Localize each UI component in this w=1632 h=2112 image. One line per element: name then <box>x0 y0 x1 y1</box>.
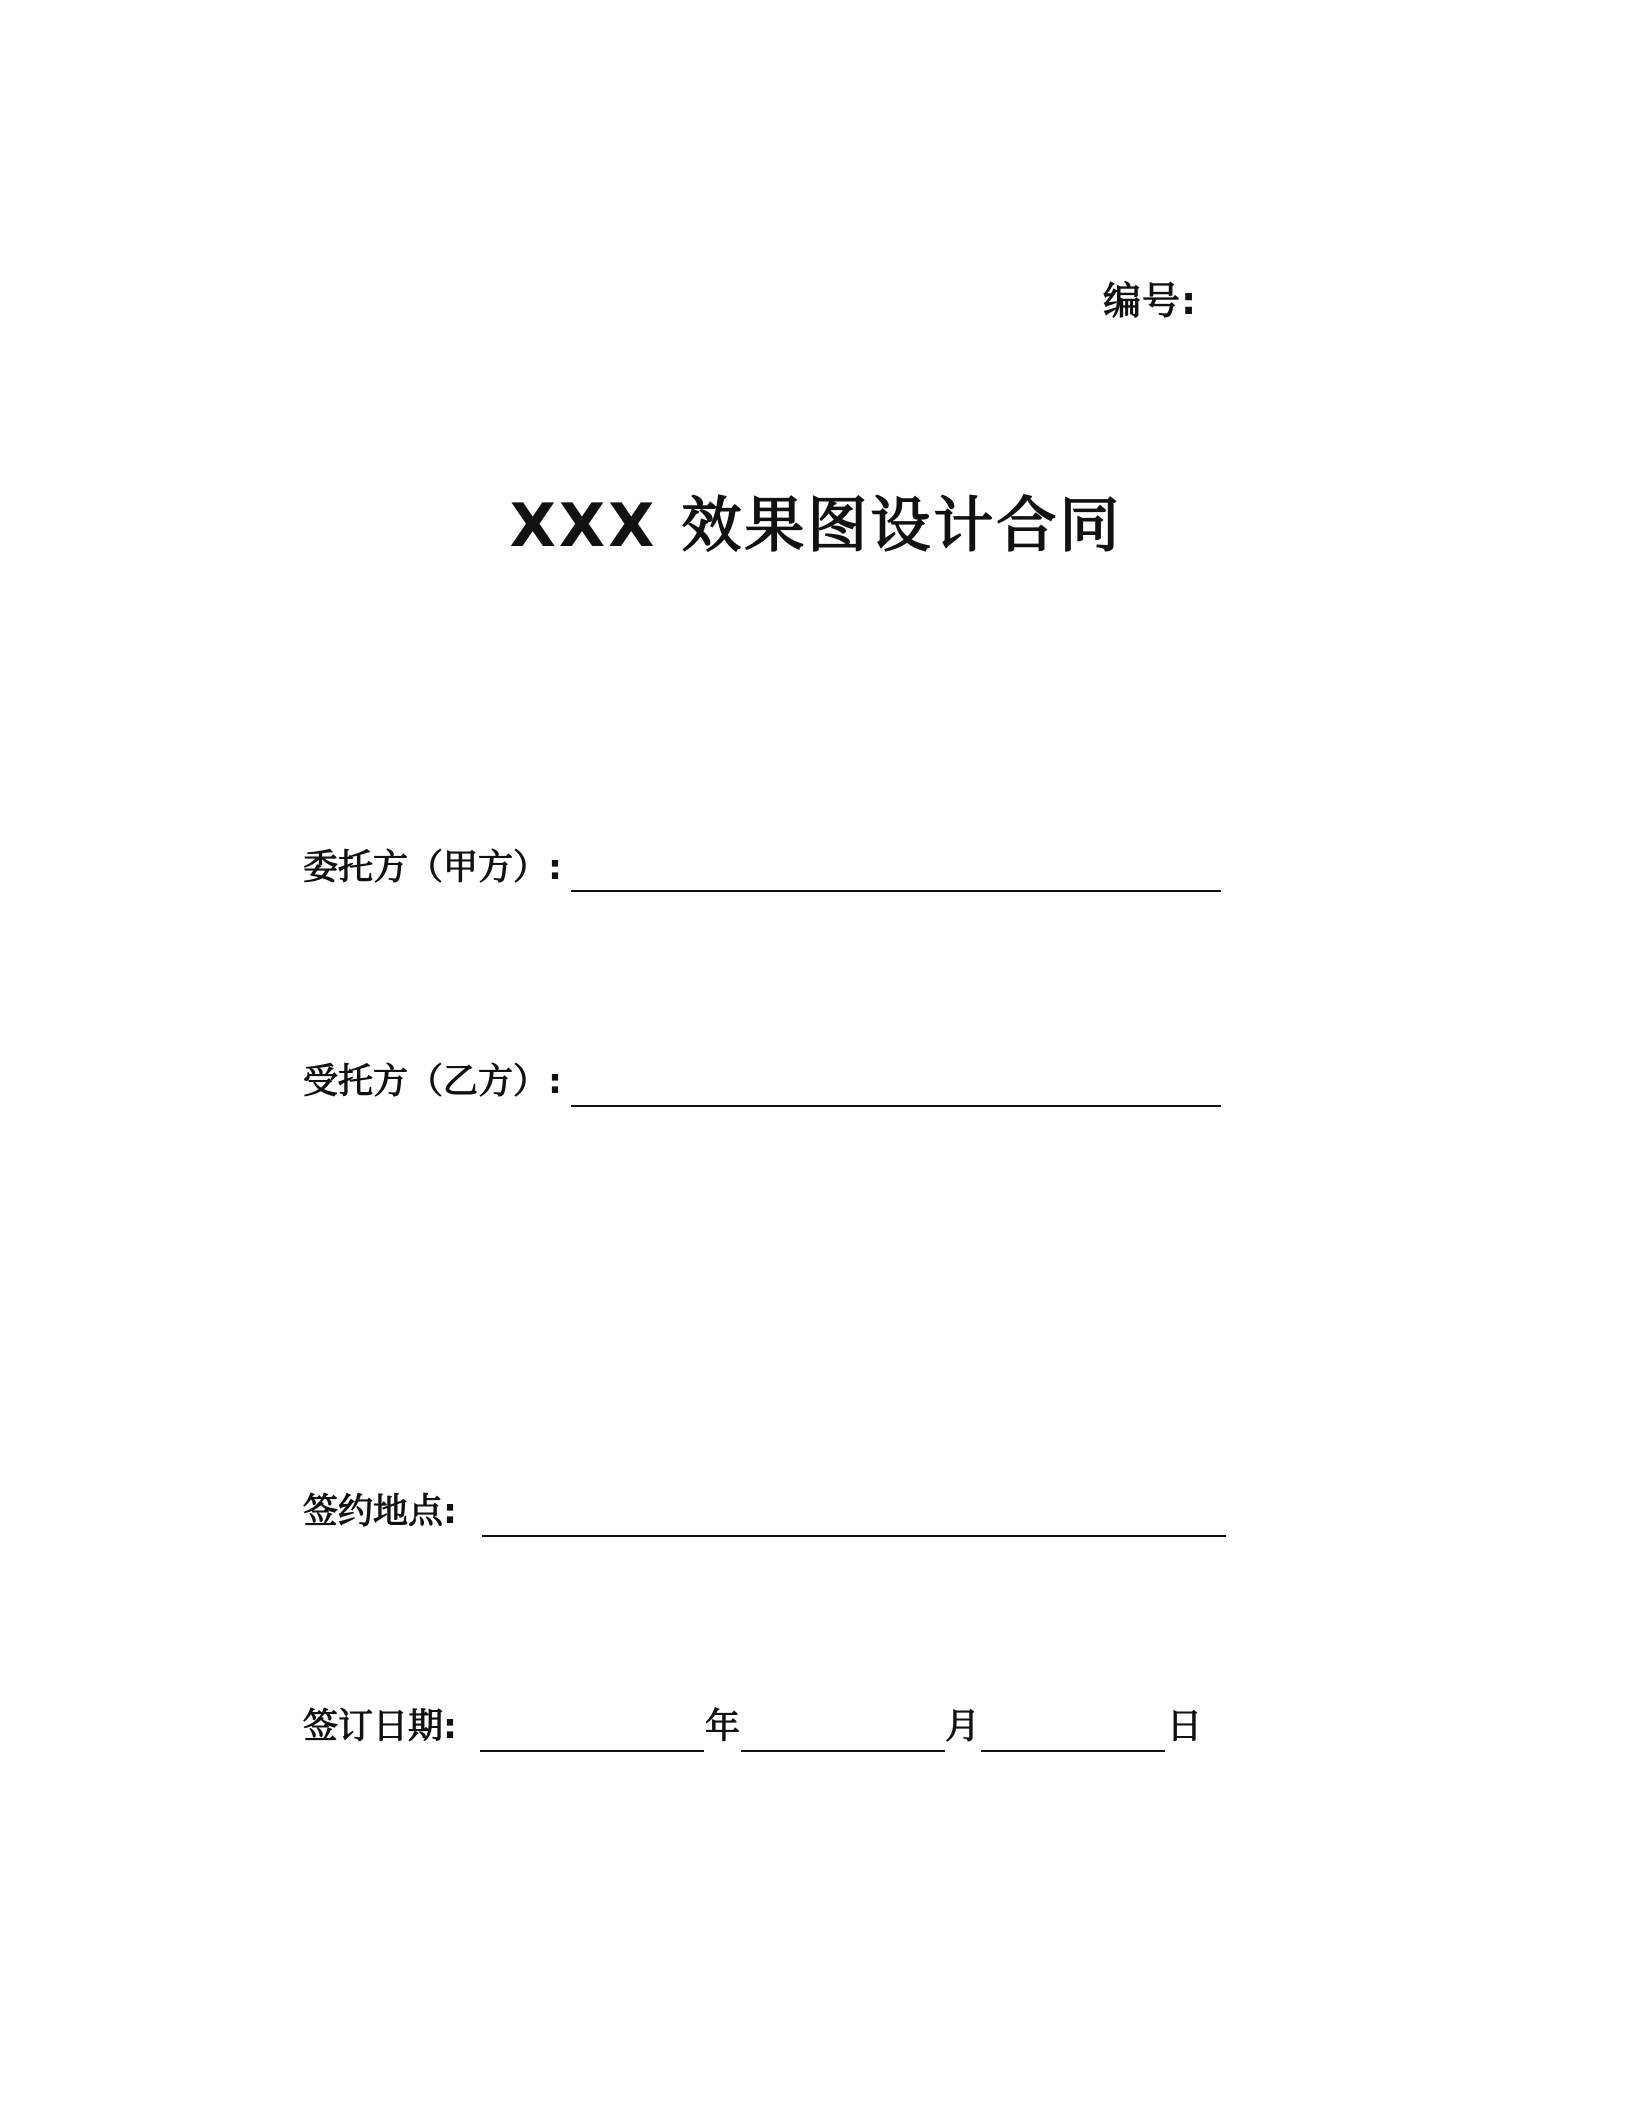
party-b-label: 受托方（乙方）: <box>303 1062 562 1102</box>
signing-date-label: 签订日期: <box>303 1707 457 1747</box>
signing-location-fill-line[interactable] <box>482 1535 1226 1537</box>
party-a-fill-line[interactable] <box>571 890 1221 892</box>
day-label: 日 <box>1167 1707 1203 1747</box>
year-fill-line[interactable] <box>480 1750 704 1752</box>
serial-number-label: 编号: <box>1103 279 1198 323</box>
month-label: 月 <box>945 1707 981 1747</box>
day-fill-line[interactable] <box>981 1750 1165 1752</box>
party-a-label: 委托方（甲方）: <box>303 848 562 888</box>
party-b-fill-line[interactable] <box>571 1105 1221 1107</box>
year-label: 年 <box>705 1707 741 1747</box>
contract-title: XXX 效果图设计合同 <box>509 491 1123 561</box>
month-fill-line[interactable] <box>741 1750 945 1752</box>
signing-location-label: 签约地点: <box>303 1492 457 1532</box>
